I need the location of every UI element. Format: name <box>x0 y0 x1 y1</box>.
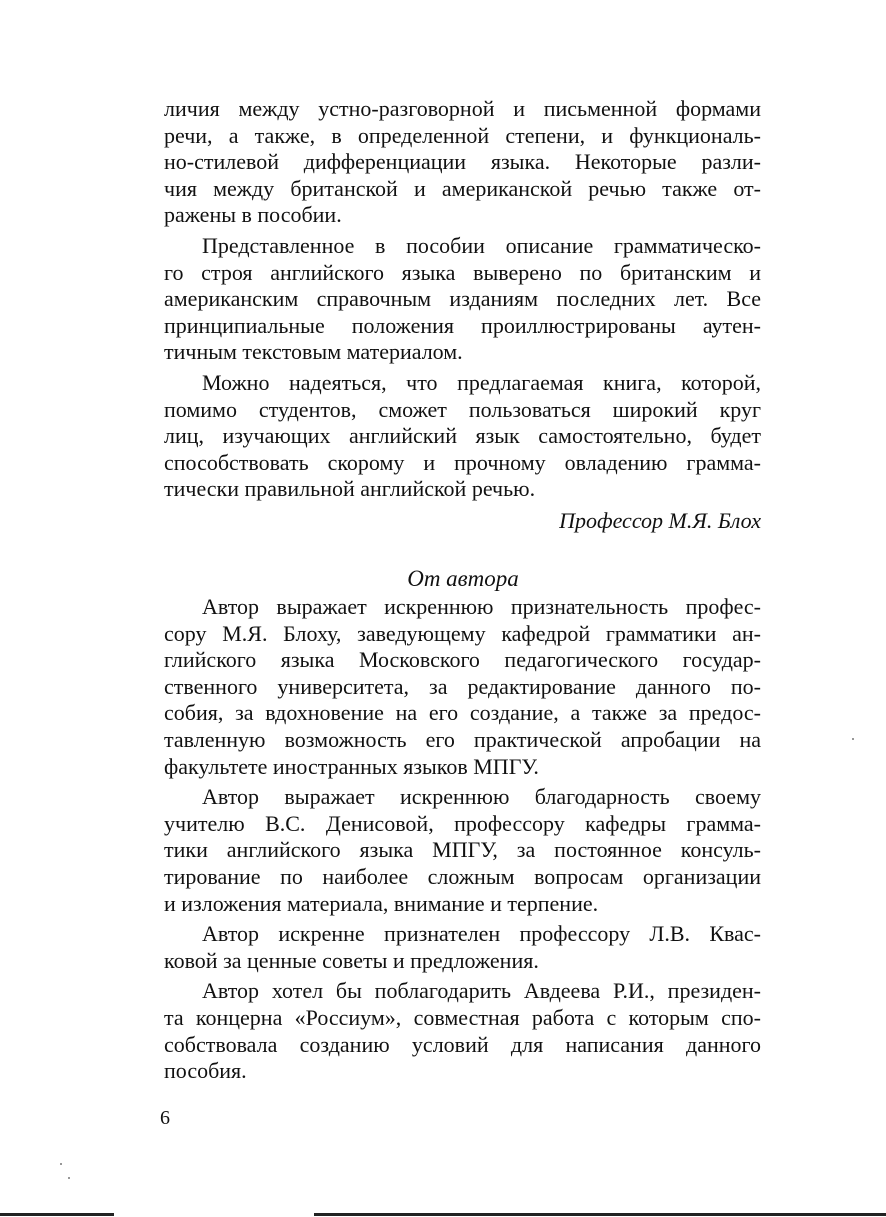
signature: Профессор М.Я. Блох <box>559 508 761 533</box>
scan-speck <box>852 738 854 740</box>
text-line: личия между устно-разговорной и письменной формами <box>164 96 761 121</box>
text-line: тически правильной английской речью. <box>164 476 536 502</box>
text-line: ковой за ценные советы и предложения. <box>164 947 539 973</box>
text-line: ственного университета, за редактирование данного по- <box>164 673 761 699</box>
text-line: но-стилевой дифференциации языка. Некоторые разли- <box>164 149 761 175</box>
text-line: Автор выражает искреннюю признательность профес- <box>202 594 761 619</box>
paragraph <box>164 784 761 917</box>
text-line: учителю В.С. Денисовой, профессору кафедры грамма- <box>164 810 761 836</box>
text-line: тирование по наиболее сложным вопросам организации <box>164 863 761 889</box>
text-line: собия, за вдохновение на его создание, а также за предос- <box>164 700 761 726</box>
paragraph <box>164 370 761 503</box>
text-line: пособия. <box>164 1058 247 1084</box>
page-number: 6 <box>160 1107 170 1129</box>
paragraph <box>164 978 761 1084</box>
scan-speck <box>68 1177 70 1179</box>
text-line: Автор хотел бы поблагодарить Авдеева Р.И., президен- <box>202 978 761 1004</box>
text-line: помимо студентов, сможет пользоваться широкий круг <box>164 396 761 422</box>
author-text-block <box>164 594 761 1085</box>
text-line: Автор искренне признателен профессору Л.В. Квас- <box>202 921 761 947</box>
paragraph <box>164 233 761 366</box>
text-line: чия между британской и американской речью также от- <box>164 175 761 201</box>
text-line: го строя английского языка выверено по британским и <box>164 259 761 285</box>
text-line: Можно надеяться, что предлагаемая книга, которой, <box>202 369 761 395</box>
text-line: способствовать скорому и прочному овладению грамма- <box>164 449 761 475</box>
text-line: сору М.Я. Блоху, заведующему кафедрой грамматики ан- <box>164 620 761 646</box>
section-heading: От автора <box>407 566 519 591</box>
text-line: тичным текстовым материалом. <box>164 339 463 365</box>
intro-text-block <box>164 96 761 503</box>
text-line: ражены в пособии. <box>164 202 342 228</box>
text-line: собствовала созданию условий для написания данного <box>164 1031 761 1057</box>
text-line: глийского языка Московского педагогического государ- <box>164 647 761 673</box>
text-line: Представленное в пособии описание грамматическо- <box>202 232 761 258</box>
text-line: Автор выражает искреннюю благодарность своему <box>202 784 761 810</box>
text-line: лиц, изучающих английский язык самостоятельно, будет <box>164 423 761 449</box>
paragraph <box>164 96 761 229</box>
paragraph <box>164 921 761 974</box>
text-line: та концерна «Россиум», совместная работа с которым спо- <box>164 1004 761 1030</box>
bottom-rule-right <box>314 1213 886 1216</box>
text-line: американским справочным изданиям последних лет. Все <box>164 286 761 312</box>
text-line: и изложения материала, внимание и терпение. <box>164 890 599 916</box>
text-line: тавленную возможность его практической апробации на <box>164 726 761 752</box>
text-line: тики английского языка МПГУ, за постоянное консуль- <box>164 837 761 863</box>
text-line: речи, а также, в определенной степени, и функциональ- <box>164 122 761 148</box>
bottom-rule-left <box>0 1213 114 1216</box>
paragraph <box>164 594 761 780</box>
text-line: факультете иностранных языков МПГУ. <box>164 753 539 779</box>
text-line: принципиальные положения проиллюстрированы аутен- <box>164 312 761 338</box>
scan-speck <box>60 1163 62 1165</box>
